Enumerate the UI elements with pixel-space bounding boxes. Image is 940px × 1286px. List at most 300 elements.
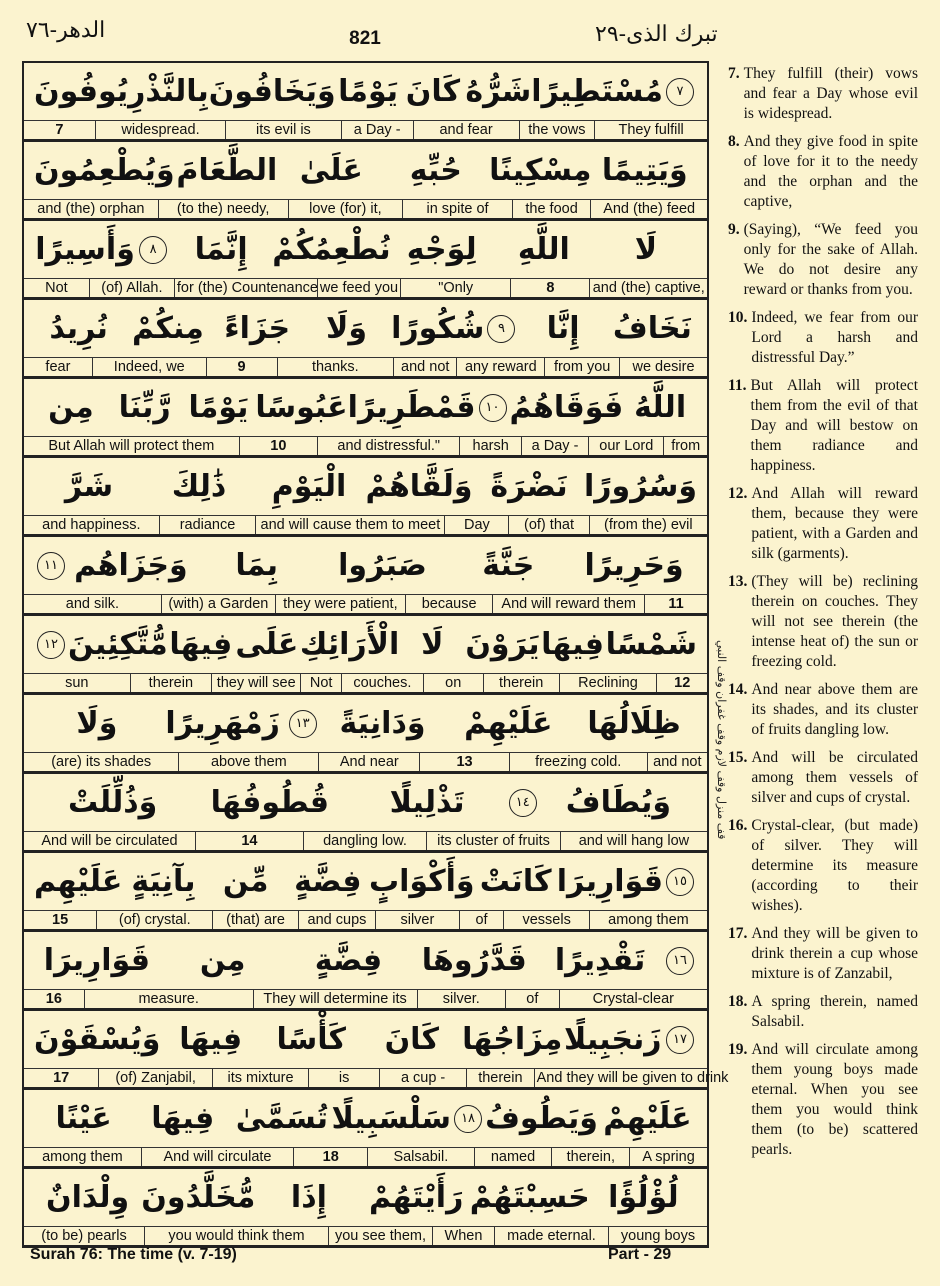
verse-number-label: 16. — [728, 817, 748, 834]
translation-line — [24, 673, 707, 692]
margin-note: قف منزل وقف لازم وقف غفران وقف النبي — [715, 640, 728, 840]
page-header — [0, 0, 940, 58]
verse-translation — [728, 680, 918, 740]
arabic-word: فِضَّةٍ — [294, 864, 362, 899]
arabic-line — [24, 616, 707, 673]
translation-line — [24, 1068, 729, 1087]
verse-number: ١٨ — [454, 1105, 482, 1133]
arabic-word: نُرِيدُ — [49, 311, 108, 346]
arabic-word: لِوَجْهِ — [406, 232, 477, 267]
arabic-word: يُوفُونَ — [34, 74, 129, 109]
arabic-word: عَلَىٰ — [299, 153, 363, 188]
word-gloss: and fear — [413, 121, 519, 139]
arabic-line — [24, 1169, 707, 1226]
verse-row — [24, 537, 707, 616]
verse-marker — [663, 947, 697, 975]
verse-number-label: 19. — [728, 1041, 748, 1058]
word-gloss: 18 — [293, 1148, 367, 1166]
arabic-word: إِذَا — [290, 1180, 327, 1215]
verse-text: And they give food in spite of love for it to the needy and the orphan and the captive, — [743, 133, 918, 210]
word-gloss: Salsabil. — [367, 1148, 474, 1166]
verse-number-label: 13. — [728, 573, 748, 590]
word-gloss: widespread. — [95, 121, 225, 139]
word-gloss: And near — [318, 753, 419, 771]
word-gloss: And will circulate — [141, 1148, 294, 1166]
arabic-word: فِيهَا — [179, 1022, 243, 1057]
verse-row — [24, 379, 707, 458]
verse-text: A spring therein, named Salsabil. — [751, 993, 918, 1030]
verse-number: ٨ — [139, 236, 167, 264]
verse-text: But Allah will protect them from the evil of that Day and will bestow on them radiance and happiness. — [750, 377, 918, 474]
word-gloss: you would think them — [144, 1227, 328, 1245]
arabic-word: رَأَيْتَهُمْ — [368, 1180, 464, 1215]
arabic-word: قَوَارِيرَا — [556, 864, 663, 899]
word-gloss: (with) a Garden — [161, 595, 275, 613]
arabic-word: حَسِبْتَهُمْ — [469, 1180, 590, 1215]
arabic-word: قَوَارِيرَا — [43, 943, 150, 978]
word-gloss: young boys — [608, 1227, 707, 1245]
verse-marker — [476, 394, 510, 422]
verse-text: And will be circulated among them vessels of silver and cups of crystal. — [751, 749, 918, 806]
word-gloss: and happiness. — [42, 517, 141, 533]
verse-marker — [451, 1105, 485, 1133]
word-gloss: 16 — [45, 991, 62, 1007]
arabic-word: نُطْعِمُكُمْ — [272, 232, 391, 267]
verse-number: ٧ — [666, 78, 694, 106]
verse-translation — [728, 64, 918, 124]
word-gloss: its mixture — [212, 1069, 308, 1087]
translation-line — [24, 515, 707, 534]
word-gloss: silver — [375, 911, 458, 929]
word-gloss: a cup - — [379, 1069, 466, 1087]
arabic-word: الْيَوْمِ — [271, 469, 347, 504]
word-gloss: (of) Allah. — [89, 279, 174, 297]
arabic-word: جَزَاءً — [224, 311, 291, 346]
translation-line — [24, 1147, 707, 1166]
arabic-word: تَذْلِيلًا — [389, 785, 465, 820]
verse-marker — [484, 315, 518, 343]
arabic-word: كَانَتْ — [479, 864, 552, 899]
arabic-word: لُؤْلُؤًا — [608, 1180, 679, 1215]
verse-marker — [286, 710, 320, 738]
verse-number: ١٧ — [666, 1026, 694, 1054]
word-gloss: But Allah will protect them — [48, 438, 215, 454]
word-gloss: Not — [300, 674, 341, 692]
word-gloss: for (the) Countenance — [174, 279, 317, 297]
verse-row — [24, 616, 707, 695]
word-gloss: 11 — [644, 595, 707, 613]
arabic-line — [24, 1011, 707, 1068]
verse-row — [24, 853, 707, 932]
word-gloss: of — [459, 911, 504, 929]
arabic-word: ظِلَالُهَا — [587, 706, 681, 741]
arabic-line — [24, 63, 707, 120]
verse-number-label: 17. — [728, 925, 748, 942]
arabic-word: وَيَطُوفُ — [485, 1101, 598, 1136]
header-surah: الدھر-٧٦ — [26, 18, 106, 43]
translation-line — [24, 594, 707, 613]
word-gloss: therein — [483, 674, 559, 692]
arabic-word: وَلَقَّاهُمْ — [365, 469, 473, 504]
word-gloss: And will be circulated — [41, 833, 178, 849]
arabic-word: وَيَتِيمًا — [601, 153, 688, 188]
word-gloss: above them — [178, 753, 318, 771]
word-gloss: we desire — [619, 358, 707, 376]
word-gloss: sun — [65, 675, 89, 691]
verse-number: ١٥ — [666, 868, 694, 896]
arabic-word: وَيُطَافُ — [565, 785, 671, 820]
translation-line — [24, 199, 707, 218]
arabic-word: يَوْمًا — [188, 390, 249, 425]
arabic-line — [24, 221, 707, 278]
verse-row — [24, 1090, 707, 1169]
word-gloss: 15 — [52, 912, 69, 928]
arabic-word: عَيْنًا — [55, 1101, 112, 1136]
word-gloss: 14 — [195, 832, 303, 850]
arabic-word: وَيَخَافُونَ — [208, 74, 336, 109]
arabic-word: الْأَرَائِكِ — [299, 627, 400, 662]
arabic-line — [24, 379, 707, 436]
word-gloss: thanks. — [277, 358, 394, 376]
word-gloss: Not — [45, 280, 68, 296]
arabic-word: مُّخَلَّدُونَ — [141, 1180, 256, 1215]
arabic-word: وَيُسْقَوْنَ — [34, 1022, 161, 1057]
arabic-word: كَانَ — [405, 74, 461, 109]
verse-number: ١٠ — [479, 394, 507, 422]
word-gloss: 9 — [206, 358, 277, 376]
page-footer — [0, 1240, 940, 1280]
arabic-word: شَرُّهُ — [465, 74, 532, 109]
arabic-word: حُبِّهِ — [409, 153, 462, 188]
arabic-word: شَرَّ — [64, 469, 114, 504]
word-gloss: in spite of — [402, 200, 512, 218]
verse-number: ٩ — [487, 315, 515, 343]
verse-number-label: 8. — [728, 133, 740, 150]
arabic-word: وَلَا — [325, 311, 367, 346]
word-gloss: named — [474, 1148, 552, 1166]
verse-number: ١٦ — [666, 947, 694, 975]
word-gloss: among them — [42, 1149, 123, 1165]
arabic-word: فِيهَا — [541, 627, 605, 662]
arabic-word: عَلَى — [235, 627, 299, 662]
verse-text: Crystal-clear, (but made) of silver. They will determine its measure (according to their wishes). — [751, 817, 918, 914]
word-gloss: When — [432, 1227, 494, 1245]
word-gloss: the food — [512, 200, 590, 218]
arabic-word: فَوَقَاهُمُ — [509, 390, 624, 425]
arabic-word: مِسْكِينًا — [489, 153, 592, 188]
arabic-line — [24, 1090, 707, 1147]
verse-text: And will circulate among them young boys made eternal. When you see them you would think them (to be) scattered pearls. — [751, 1041, 918, 1158]
translation-line — [24, 752, 707, 771]
verse-marker — [34, 552, 68, 580]
arabic-word: عَبُوسًا — [255, 390, 348, 425]
arabic-word: مِن — [48, 390, 94, 425]
word-gloss: and silk. — [65, 596, 119, 612]
arabic-word: عَلَيْهِمْ — [464, 706, 553, 741]
arabic-word: اللَّهُ — [634, 390, 687, 425]
verse-row — [24, 774, 707, 853]
arabic-word: مِزَاجُهَا — [462, 1022, 563, 1057]
word-gloss: on — [423, 674, 483, 692]
verse-translation — [728, 484, 918, 564]
arabic-line — [24, 458, 707, 515]
arabic-word: ذَٰلِكَ — [171, 469, 227, 504]
translation-column — [728, 64, 918, 1168]
word-gloss: and distressful." — [317, 437, 460, 455]
translation-line — [24, 989, 707, 1008]
word-gloss: Indeed, we — [92, 358, 206, 376]
arabic-word: قَمْطَرِيرًا — [347, 390, 476, 425]
verse-row — [24, 221, 707, 300]
verse-marker — [663, 868, 697, 896]
arabic-word: وَسُرُورًا — [584, 469, 698, 504]
verse-text: And near above them are its shades, and its cluster of fruits dangling low. — [751, 681, 918, 738]
word-gloss: and (the) orphan — [37, 201, 145, 217]
word-gloss: 7 — [55, 122, 64, 138]
arabic-word: زَنجَبِيلًا — [564, 1022, 662, 1057]
verse-translation — [728, 992, 918, 1032]
word-gloss: And they will be given to drink — [534, 1069, 707, 1087]
word-gloss: And (the) feed — [590, 200, 707, 218]
translation-line — [24, 120, 707, 139]
arabic-word: فِضَّةٍ — [314, 943, 383, 978]
arabic-word: شَمْسًا — [605, 627, 697, 662]
verse-translation — [728, 572, 918, 672]
word-gloss: its evil is — [225, 121, 341, 139]
word-gloss: And will reward them — [492, 595, 644, 613]
arabic-word: كَأْسًا — [276, 1022, 346, 1057]
verse-text: They fulfill (their) vows and fear a Day whose evil is widespread. — [743, 65, 918, 122]
word-gloss: freezing cold. — [509, 753, 647, 771]
verse-text: And Allah will reward them, because they were patient, with a Garden and silk (garments). — [751, 485, 918, 562]
verse-number-label: 18. — [728, 993, 748, 1010]
word-gloss: radiance — [159, 516, 256, 534]
word-gloss: silver. — [417, 990, 506, 1008]
arabic-word: مُسْتَطِيرًا — [531, 74, 663, 109]
verse-row — [24, 932, 707, 1011]
arabic-line — [24, 300, 707, 357]
word-gloss: Day — [444, 516, 508, 534]
verse-translation — [728, 748, 918, 808]
arabic-word: بِآنِيَةٍ — [131, 864, 196, 899]
verse-row — [24, 63, 707, 142]
word-gloss: they will see — [211, 674, 300, 692]
verse-marker — [34, 631, 68, 659]
word-gloss: and not — [393, 358, 456, 376]
verse-number-label: 10. — [728, 309, 748, 326]
verse-translation — [728, 308, 918, 368]
arabic-word: عَلَيْهِمْ — [603, 1101, 692, 1136]
footer-surah: Surah 76: The time (v. 7-19) — [30, 1246, 237, 1263]
verse-number-label: 11. — [728, 377, 747, 394]
word-gloss: (that) are — [212, 911, 298, 929]
arabic-line — [24, 142, 707, 199]
arabic-word: عَلَيْهِم — [34, 864, 123, 899]
arabic-word: لَا — [421, 627, 444, 662]
word-gloss: Crystal-clear — [559, 990, 707, 1008]
word-gloss: and will cause them to meet — [255, 516, 444, 534]
verse-row — [24, 1169, 707, 1248]
word-gloss: harsh — [459, 437, 520, 455]
verse-row — [24, 142, 707, 221]
arabic-word: بِالنَّذْرِ — [128, 74, 209, 109]
arabic-word: إِنَّمَا — [194, 232, 248, 267]
word-gloss: we feed you — [317, 279, 400, 297]
word-gloss: and will hang low — [560, 832, 707, 850]
word-gloss: from you — [544, 358, 619, 376]
word-gloss: 17 — [53, 1070, 70, 1086]
word-gloss: measure. — [84, 990, 253, 1008]
verse-translation — [728, 816, 918, 916]
verse-translation — [728, 1040, 918, 1160]
word-gloss: A spring — [629, 1148, 707, 1166]
arabic-word: لَا — [634, 232, 658, 267]
translation-line — [24, 910, 707, 929]
arabic-word: شُكُورًا — [391, 311, 485, 346]
arabic-line — [24, 537, 707, 594]
arabic-line — [24, 774, 707, 831]
verse-marker — [663, 1026, 697, 1054]
verse-number-label: 15. — [728, 749, 748, 766]
arabic-word: وَلَا — [76, 706, 118, 741]
arabic-word: سَلْسَبِيلًا — [331, 1101, 452, 1136]
verse-marker — [663, 78, 697, 106]
verse-text: Indeed, we fear from our Lord a harsh and distressful Day.” — [751, 309, 918, 366]
verse-translation — [728, 376, 918, 476]
arabic-word: وَحَرِيرًا — [584, 548, 684, 583]
arabic-word: إِنَّا — [546, 311, 580, 346]
word-gloss: Reclining — [559, 674, 657, 692]
word-gloss: made eternal. — [494, 1227, 608, 1245]
verse-number: ١٤ — [509, 789, 537, 817]
word-gloss: They will determine its — [253, 990, 417, 1008]
word-gloss: the vows — [519, 121, 595, 139]
verse-text: (They will be) reclining therein on couches. They will not see therein (the intense heat of) the sun or freezing cold. — [751, 573, 918, 670]
arabic-word: وَيُطْعِمُونَ — [34, 153, 175, 188]
arabic-word: وَجَزَاهُم — [74, 548, 188, 583]
arabic-word: يَرَوْنَ — [465, 627, 540, 662]
verse-translation — [728, 132, 918, 212]
word-gloss: love (for) it, — [288, 200, 403, 218]
word-gloss: 12 — [656, 674, 707, 692]
verse-row — [24, 1011, 729, 1090]
arabic-word: جَنَّةً — [482, 548, 535, 583]
word-gloss: (to be) pearls — [41, 1228, 127, 1244]
word-gloss: couches. — [341, 674, 422, 692]
arabic-word: رَّبِّنَا — [118, 390, 171, 425]
arabic-word: وَدَانِيَةً — [339, 706, 426, 741]
arabic-word: فِيهَا — [169, 627, 233, 662]
arabic-word: وَذُلِّلَتْ — [67, 785, 158, 820]
arabic-word: قُطُوفُهَا — [210, 785, 330, 820]
verse-number: ١٢ — [37, 631, 65, 659]
verse-number: ١١ — [37, 552, 65, 580]
arabic-word: مِنكُمْ — [132, 311, 204, 346]
arabic-word: يَوْمًا — [338, 74, 399, 109]
verse-row — [24, 300, 707, 379]
verse-row — [24, 695, 707, 774]
word-gloss: therein — [130, 674, 211, 692]
footer-part: Part - 29 — [608, 1246, 672, 1263]
verse-number-label: 9. — [728, 221, 740, 238]
word-gloss: dangling low. — [303, 832, 426, 850]
word-gloss: of — [505, 990, 559, 1008]
word-gloss: 13 — [419, 753, 508, 771]
word-gloss: 8 — [510, 279, 589, 297]
word-gloss: a Day - — [341, 121, 413, 139]
arabic-word: كَانَ — [384, 1022, 439, 1057]
page-number: 821 — [349, 28, 381, 49]
arabic-word: وِلْدَانٌ — [46, 1180, 130, 1215]
verse-marker — [506, 789, 540, 817]
word-gloss: (of) Zanjabil, — [98, 1069, 212, 1087]
arabic-word: الطَّعَامَ — [176, 153, 278, 188]
word-gloss: (of) that — [508, 516, 588, 534]
translation-line — [24, 357, 707, 376]
verse-number-label: 7. — [728, 65, 740, 82]
arabic-word: صَبَرُوا — [338, 548, 427, 583]
translation-line — [24, 436, 707, 455]
word-gloss: They fulfill — [594, 121, 707, 139]
arabic-word: فِيهَا — [151, 1101, 215, 1136]
word-gloss: and (the) captive, — [589, 279, 707, 297]
word-gloss: you see them, — [328, 1227, 432, 1245]
verse-row — [24, 458, 707, 537]
arabic-word: اللَّهِ — [517, 232, 570, 267]
verse-number: ١٣ — [289, 710, 317, 738]
translation-line — [24, 278, 707, 297]
arabic-word: مِن — [199, 943, 246, 978]
word-gloss: its cluster of fruits — [426, 832, 560, 850]
word-gloss: and cups — [298, 911, 375, 929]
arabic-line — [24, 695, 707, 752]
verse-marker — [136, 236, 170, 264]
word-gloss: fear — [45, 359, 71, 375]
arabic-word: تَقْدِيرًا — [554, 943, 646, 978]
word-gloss: 10 — [239, 437, 317, 455]
verse-translation — [728, 220, 918, 300]
word-gloss: (are) its shades — [51, 754, 152, 770]
word-gloss: therein, — [551, 1148, 629, 1166]
word-gloss: (from the) evil — [589, 516, 707, 534]
arabic-word: نَخَافُ — [612, 311, 692, 346]
word-gloss: because — [405, 595, 493, 613]
arabic-word: نَضْرَةً — [490, 469, 568, 504]
verse-number-label: 12. — [728, 485, 748, 502]
word-gloss: from — [663, 437, 707, 455]
word-gloss: they were patient, — [275, 595, 405, 613]
arabic-word: زَمْهَرِيرًا — [165, 706, 280, 741]
arabic-word: وَأَكْوَابٍ — [368, 864, 475, 899]
word-gloss: (of) crystal. — [96, 911, 212, 929]
word-gloss: and not — [647, 753, 707, 771]
word-gloss: (to the) needy, — [158, 200, 288, 218]
arabic-line — [24, 932, 707, 989]
arabic-word: مِّن — [222, 864, 269, 899]
word-gloss: therein — [466, 1069, 533, 1087]
word-gloss: a Day - — [521, 437, 588, 455]
verse-text: (Saying), “We feed you only for the sake of Allah. We do not desire any reward or thanks from you. — [743, 221, 918, 298]
word-gloss: "Only — [400, 279, 510, 297]
word-gloss: among them — [589, 911, 707, 929]
word-gloss: is — [308, 1069, 379, 1087]
translation-line — [24, 831, 707, 850]
verse-number-label: 14. — [728, 681, 748, 698]
word-gloss: vessels — [503, 911, 589, 929]
header-part: تبرك الذى-٢٩ — [595, 22, 718, 47]
arabic-word: تُسَمَّىٰ — [235, 1101, 329, 1136]
verse-text: And they will be given to drink therein a cup whose mixture is of Zanzabil, — [751, 925, 918, 982]
